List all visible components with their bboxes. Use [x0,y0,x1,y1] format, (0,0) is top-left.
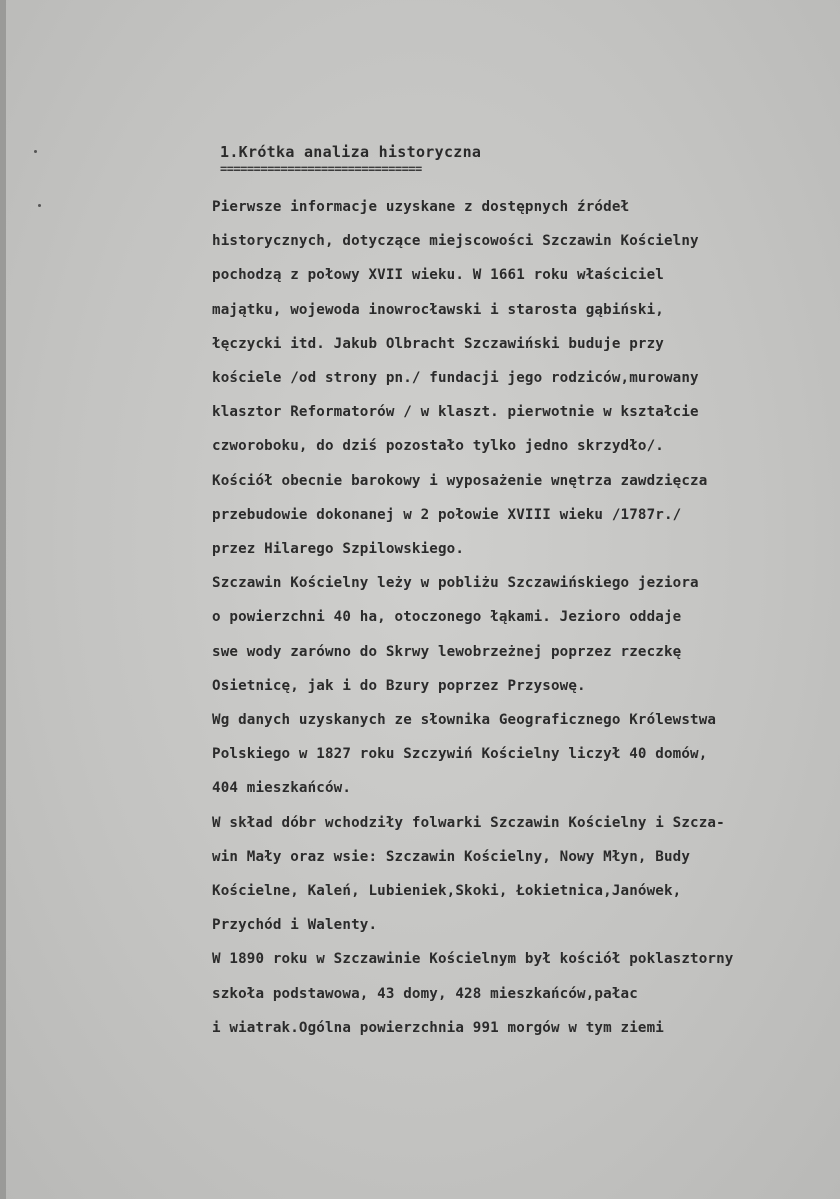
text-line: Osietnicę, jak i do Bzury poprzez Przysowę. [212,677,586,694]
text-line: Kościelne, Kaleń, Lubieniek,Skoki, Łokietnica,Janówek, [212,883,682,900]
text-line: pochodzą z połowy XVII wieku. W 1661 roku właściciel [212,267,664,284]
text-line: historycznych, dotyczące miejscowości Szczawin Kościelny [212,233,699,250]
text-line: łęczycki itd. Jakub Olbracht Szczawiński buduje przy [212,335,664,352]
text-line: majątku, wojewoda inowrocławski i starosta gąbiński, [212,301,664,318]
text-line: W 1890 roku w Szczawinie Kościelnym był kościół poklasztorny [212,951,734,968]
text-line: o powierzchni 40 ha, otoczonego łąkami. Jezioro oddaje [212,609,682,626]
text-line: win Mały oraz wsie: Szczawin Kościelny, Nowy Młyn, Budy [212,848,691,865]
text-line: Kościół obecnie barokowy i wyposażenie wnętrza zawdzięcza [212,472,708,489]
text-line: Wg danych uzyskanych ze słownika Geograficznego Królewstwa [212,712,717,729]
text-line: W skład dóbr wchodziły folwarki Szczawin Kościelny i Szcza- [212,814,725,831]
text-line: 404 mieszkańców. [212,780,352,797]
text-line: przez Hilarego Szpilowskiego. [212,541,465,558]
text-line: szkoła podstawowa, 43 domy, 428 mieszkańców,pałac [212,985,638,1002]
text-line: Polskiego w 1827 roku Szczywiń Kościelny liczył 40 domów, [212,746,708,763]
body-text [212,190,837,1045]
text-line: klasztor Reformatorów / w klaszt. pierwotnie w kształcie [212,404,699,421]
section-heading: 1.Krótka analiza historyczna [220,143,482,161]
scan-speck [38,204,41,207]
text-line: swe wody zarówno do Skrwy lewobrzeżnej poprzez rzeczkę [212,643,682,660]
scan-speck [34,150,37,153]
text-line: przebudowie dokonanej w 2 połowie XVIII wieku /1787r./ [212,506,682,523]
text-line: czworoboku, do dziś pozostało tylko jedno skrzydło/. [212,438,664,455]
heading-underline: ============================== [220,162,422,176]
scan-edge [0,0,6,1199]
text-line: Pierwsze informacje uzyskane z dostępnych źródeł [212,199,630,215]
text-line: i wiatrak.Ogólna powierzchnia 991 morgów w tym ziemi [212,1019,664,1036]
text-line: Szczawin Kościelny leży w pobliżu Szczawińskiego jeziora [212,575,699,592]
text-line: kościele /od strony pn./ fundacji jego rodziców,murowany [212,370,699,387]
text-line: Przychód i Walenty. [212,917,378,934]
